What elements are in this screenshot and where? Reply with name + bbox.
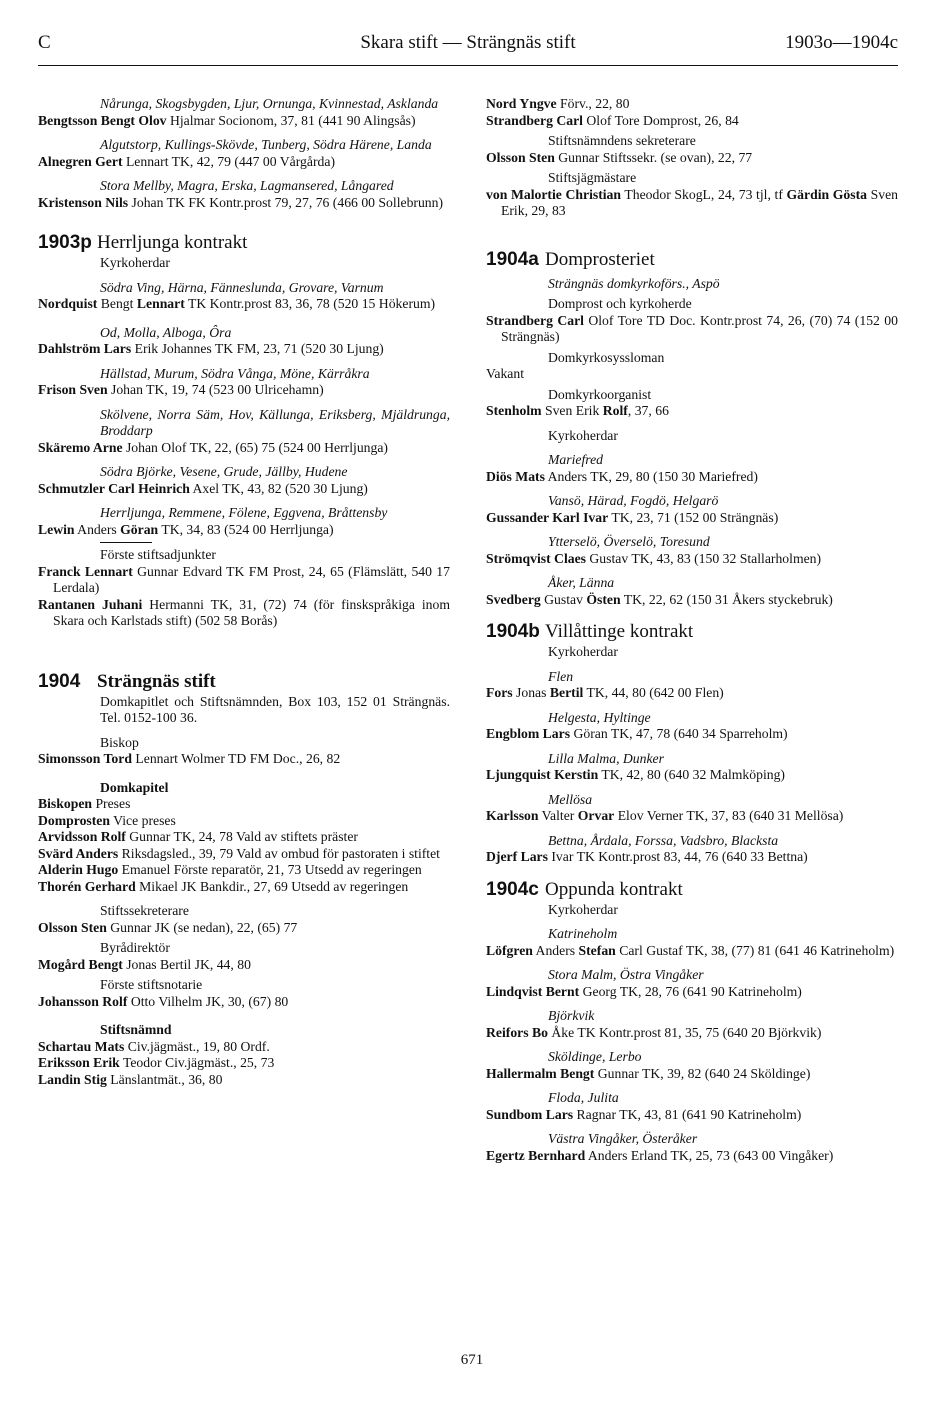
subheading: Stiftsnämndens sekreterare [548,133,696,148]
parish-list: Åker, Länna [548,575,615,590]
page-number: 671 [460,1352,484,1368]
section-heading-1904: 1904 Strängnäs stift [38,670,216,692]
entry: Strömqvist Claes Gustav TK, 43, 83 (150 32 Stallarholmen) [486,550,822,566]
subheading: Domkyrkosyssloman [548,349,665,365]
page-header [38,32,898,60]
subheading: Stiftssekreterare [100,903,189,918]
subheading: Domkyrkoorganist [548,386,652,402]
parish-list: Lilla Malma, Dunker [548,750,664,766]
entry: Gussander Karl Ivar TK, 23, 71 (152 00 Strängnäs) [486,509,779,525]
section-heading-1904c: 1904c Oppunda kontrakt [486,878,683,900]
parish-list: Södra Björke, Vesene, Grude, Jällby, Hudene [100,464,348,479]
parish-list: Floda, Julita [548,1090,619,1105]
parish-list: Västra Vingåker, Österåker [548,1131,698,1146]
entry: Nordquist Bengt Lennart TK Kontr.prost 83, 36, 78 (520 15 Hökerum) [38,296,436,311]
parish-list: Katrineholm [548,926,618,941]
left-column [38,96,450,1088]
header-rule [38,65,898,66]
section-heading-1904b: 1904b Villåttinge kontrakt [486,621,694,642]
parish-list: Bettna, Årdala, Forssa, Vadsbro, Blacksta [548,832,779,848]
parish-list: Herrljunga, Remmene, Fölene, Eggvena, Bråttensby [100,505,388,520]
entry: Karlsson Valter Orvar Elov Verner TK, 37, 83 (640 31 Mellösa) [486,808,844,823]
entry: Schartau Mats Civ.jägmäst., 19, 80 Ordf. [38,1038,270,1054]
entry: Djerf Lars Ivar TK Kontr.prost 83, 44, 76 (640 33 Bettna) [486,849,808,864]
entry: Lindqvist Bernt Georg TK, 28, 76 (641 90 Katrineholm) [486,983,802,999]
entry: von Malortie Christian Theodor SkogL, 24, 73 tjl, tf Gärdin Gösta Sven Erik, 29, 83 [486,186,898,218]
parish-list: Skölvene, Norra Säm, Hov, Källunga, Eriksberg, Mjäldrunga, Broddarp [100,406,450,438]
entry: Engblom Lars Göran TK, 47, 78 (640 34 Sparreholm) [486,726,788,741]
entry: Fors Jonas Bertil TK, 44, 80 (642 00 Flen) [486,685,724,700]
entry: Domprosten Vice preses [38,812,176,828]
vacant-text: Vakant [486,366,525,381]
entry: Frison Sven Johan TK, 19, 74 (523 00 Ulricehamn) [38,382,324,397]
entry: Bengtsson Bengt Olov Hjalmar Socionom, 37, 81 (441 90 Alingsås) [38,112,416,128]
parish-list: Stora Mellby, Magra, Erska, Lagmansered, Långared [100,178,394,193]
entry: Stenholm Sven Erik Rolf, 37, 66 [486,403,669,418]
parish-list: Stora Malm, Östra Vingåker [548,967,704,982]
parish-list: Od, Molla, Alboga, Ôra [100,324,232,340]
entry: Dahlström Lars Erik Johannes TK FM, 23, 71 (520 30 Ljung) [38,341,384,356]
entry: Svärd Anders Riksdagsled., 39, 79 Vald av ombud för pastoraten i stiftet [38,845,440,861]
parish-list: Flen [548,668,574,684]
header-title: Skara stift — Strängnäs stift [360,32,576,53]
parish-list: Sköldinge, Lerbo [548,1049,642,1064]
parish-list: Björkvik [548,1008,595,1023]
subheading: Stiftsnämnd [100,1022,172,1037]
entry: Mogård Bengt Jonas Bertil JK, 44, 80 [38,956,251,972]
subheading: Domkapitel [100,779,169,795]
entry: Svedberg Gustav Östen TK, 22, 62 (150 31 Åkers styckebruk) [486,591,833,607]
subheading: Domprost och kyrkoherde [548,296,692,311]
parish-list: Nårunga, Skogsbygden, Ljur, Ornunga, Kvinnestad, Asklanda [100,96,439,111]
header-range: 1903o—1904c [785,32,898,53]
parish-list: Mellösa [548,791,593,807]
section-heading-1903p: 1903p Herrljunga kontrakt [38,232,248,253]
entry: Egertz Bernhard Anders Erland TK, 25, 73 (643 00 Vingåker) [486,1147,834,1163]
parish-list: Helgesta, Hyltinge [548,709,651,725]
parish-list: Algutstorp, Kullings-Skövde, Tunberg, Södra Härene, Landa [100,137,432,152]
entry: Ljungquist Kerstin TK, 42, 80 (640 32 Malmköping) [486,767,785,782]
parish-list: Vansö, Härad, Fogdö, Helgarö [548,493,719,508]
subheading: Kyrkoherdar [100,255,170,270]
entry: Strandberg Carl Olof Tore Domprost, 26, 84 [486,112,739,128]
subheading: Förste stiftsadjunkter [100,547,216,562]
subheading: Biskop [100,734,139,750]
subheading: Förste stiftsnotarie [100,977,203,992]
entry: Franck Lennart Gunnar Edvard TK FM Prost, 24, 65 (Flämslätt, 540 17 Lerdala) [38,563,450,595]
right-column [486,96,898,1164]
subheading: Kyrkoherdar [548,427,618,443]
subheading: Byrådirektör [100,940,170,955]
header-left: C [38,32,51,53]
entry: Kristenson Nils Johan TK FK Kontr.prost 79, 27, 76 (466 00 Sollebrunn) [38,194,444,210]
entry: Diös Mats Anders TK, 29, 80 (150 30 Mariefred) [486,468,758,484]
parish-list: Södra Ving, Härna, Fänneslunda, Grovare, Varnum [100,279,384,295]
entry: Nord Yngve Förv., 22, 80 [486,96,630,111]
parish-list: Ytterselö, Överselö, Toresund [548,534,710,549]
parish-list: Mariefred [548,452,603,467]
entry: Schmutzler Carl Heinrich Axel TK, 43, 82 (520 30 Ljung) [38,480,368,496]
entry: Rantanen Juhani Hermanni TK, 31, (72) 74 (för finskspråkiga inom Skara och Karlstads stift) (502 58 Borås) [38,596,450,628]
divider [100,542,152,543]
subheading: Kyrkoherdar [548,644,618,659]
entry: Strandberg Carl Olof Tore TD Doc. Kontr.prost 74, 26, (70) 74 (152 00 Strängnäs) [486,312,898,344]
entry: Skäremo Arne Johan Olof TK, 22, (65) 75 (524 00 Herrljunga) [38,439,388,455]
entry: Johansson Rolf Otto Vilhelm JK, 30, (67) 80 [38,993,289,1009]
subheading: Kyrkoherdar [548,901,618,917]
entry: Landin Stig Länslantmät., 36, 80 [38,1071,223,1087]
entry: Olsson Sten Gunnar JK (se nedan), 22, (65) 77 [38,919,298,935]
entry: Lewin Anders Göran TK, 34, 83 (524 00 Herrljunga) [38,521,334,537]
entry: Biskopen Preses [38,796,131,811]
entry: Olsson Sten Gunnar Stiftssekr. (se ovan), 22, 77 [486,149,753,165]
entry: Eriksson Erik Teodor Civ.jägmäst., 25, 73 [38,1055,275,1070]
entry: Thorén Gerhard Mikael JK Bankdir., 27, 69 Utsedd av regeringen [38,878,409,894]
entry: Arvidsson Rolf Gunnar TK, 24, 78 Vald av stiftets präster [38,829,358,844]
entry: Simonsson Tord Lennart Wolmer TD FM Doc., 26, 82 [38,751,341,766]
entry: Reifors Bo Åke TK Kontr.prost 81, 35, 75 (640 20 Björkvik) [486,1024,822,1040]
entry: Alnegren Gert Lennart TK, 42, 79 (447 00 Vårgårda) [38,153,335,169]
entry: Hallermalm Bengt Gunnar TK, 39, 82 (640 24 Sköldinge) [486,1065,811,1081]
entry: Löfgren Anders Stefan Carl Gustaf TK, 38, (77) 81 (641 46 Katrineholm) [486,942,895,958]
entry: Alderin Hugo Emanuel Förste reparatör, 21, 73 Utsedd av regeringen [38,862,422,877]
parish-list: Hällstad, Murum, Södra Vånga, Möne, Kärråkra [100,365,370,381]
parish-list: Strängnäs domkyrkoförs., Aspö [548,275,720,291]
entry: Sundbom Lars Ragnar TK, 43, 81 (641 90 Katrineholm) [486,1106,802,1122]
subheading: Stiftsjägmästare [548,170,637,185]
address: Domkapitlet och Stiftsnämnden, Box 103, 152 01 Strängnäs. Tel. 0152-100 36. [100,693,450,725]
section-heading-1904a: 1904a Domprosteriet [486,248,655,270]
